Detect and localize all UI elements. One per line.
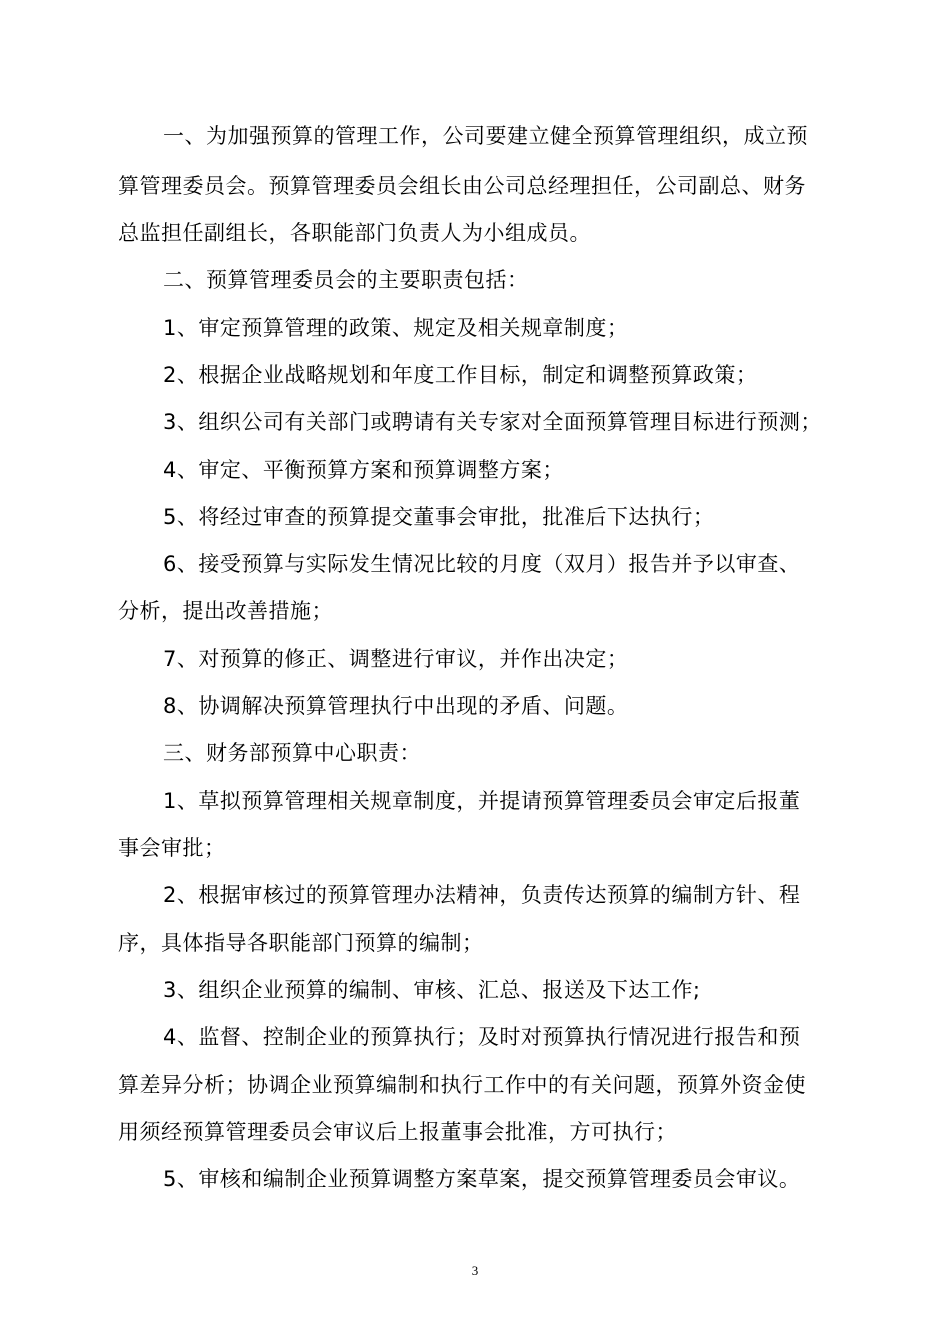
text-line: 序，具体指导各职能部门预算的编制； xyxy=(118,931,484,955)
text-line: 三、财务部预算中心职责： xyxy=(163,741,421,765)
text-line: 8、协调解决预算管理执行中出现的矛盾、问题。 xyxy=(163,694,629,718)
page-number: 3 xyxy=(471,1263,479,1278)
text-line: 1、草拟预算管理相关规章制度，并提请预算管理委员会审定后报董 xyxy=(163,789,801,813)
text-line: 1、审定预算管理的政策、规定及相关规章制度； xyxy=(163,316,629,340)
text-line: 2、根据审核过的预算管理办法精神，负责传达预算的编制方针、程 xyxy=(163,883,801,907)
text-line: 分析，提出改善措施； xyxy=(118,599,333,623)
text-line: 算差异分析；协调企业预算编制和执行工作中的有关问题，预算外资金使 xyxy=(118,1073,806,1097)
text-line: 4、监督、控制企业的预算执行；及时对预算执行情况进行报告和预 xyxy=(163,1025,801,1049)
text-line: 6、接受预算与实际发生情况比较的月度（双月）报告并予以审查、 xyxy=(163,552,801,576)
text-line: 一、为加强预算的管理工作，公司要建立健全预算管理组织，成立预 xyxy=(163,124,808,148)
text-line: 2、根据企业战略规划和年度工作目标，制定和调整预算政策； xyxy=(163,363,758,387)
text-line: 二、预算管理委员会的主要职责包括： xyxy=(163,268,529,292)
text-line: 事会审批； xyxy=(118,836,226,860)
text-line: 5、将经过审查的预算提交董事会审批，批准后下达执行； xyxy=(163,505,715,529)
text-line: 总监担任副组长，各职能部门负责人为小组成员。 xyxy=(118,221,591,245)
text-line: 3、组织公司有关部门或聘请有关专家对全面预算管理目标进行预测； xyxy=(163,410,822,434)
text-line: 5、审核和编制企业预算调整方案草案，提交预算管理委员会审议。 xyxy=(163,1167,801,1191)
text-line: 用须经预算管理委员会审议后上报董事会批准，方可执行； xyxy=(118,1120,677,1144)
text-line: 7、对预算的修正、调整进行审议，并作出决定； xyxy=(163,647,629,671)
text-line: 4、审定、平衡预算方案和预算调整方案； xyxy=(163,458,564,482)
text-line: 3、组织企业预算的编制、审核、汇总、报送及下达工作; xyxy=(163,978,701,1002)
text-line: 算管理委员会。预算管理委员会组长由公司总经理担任，公司副总、财务 xyxy=(118,174,806,198)
